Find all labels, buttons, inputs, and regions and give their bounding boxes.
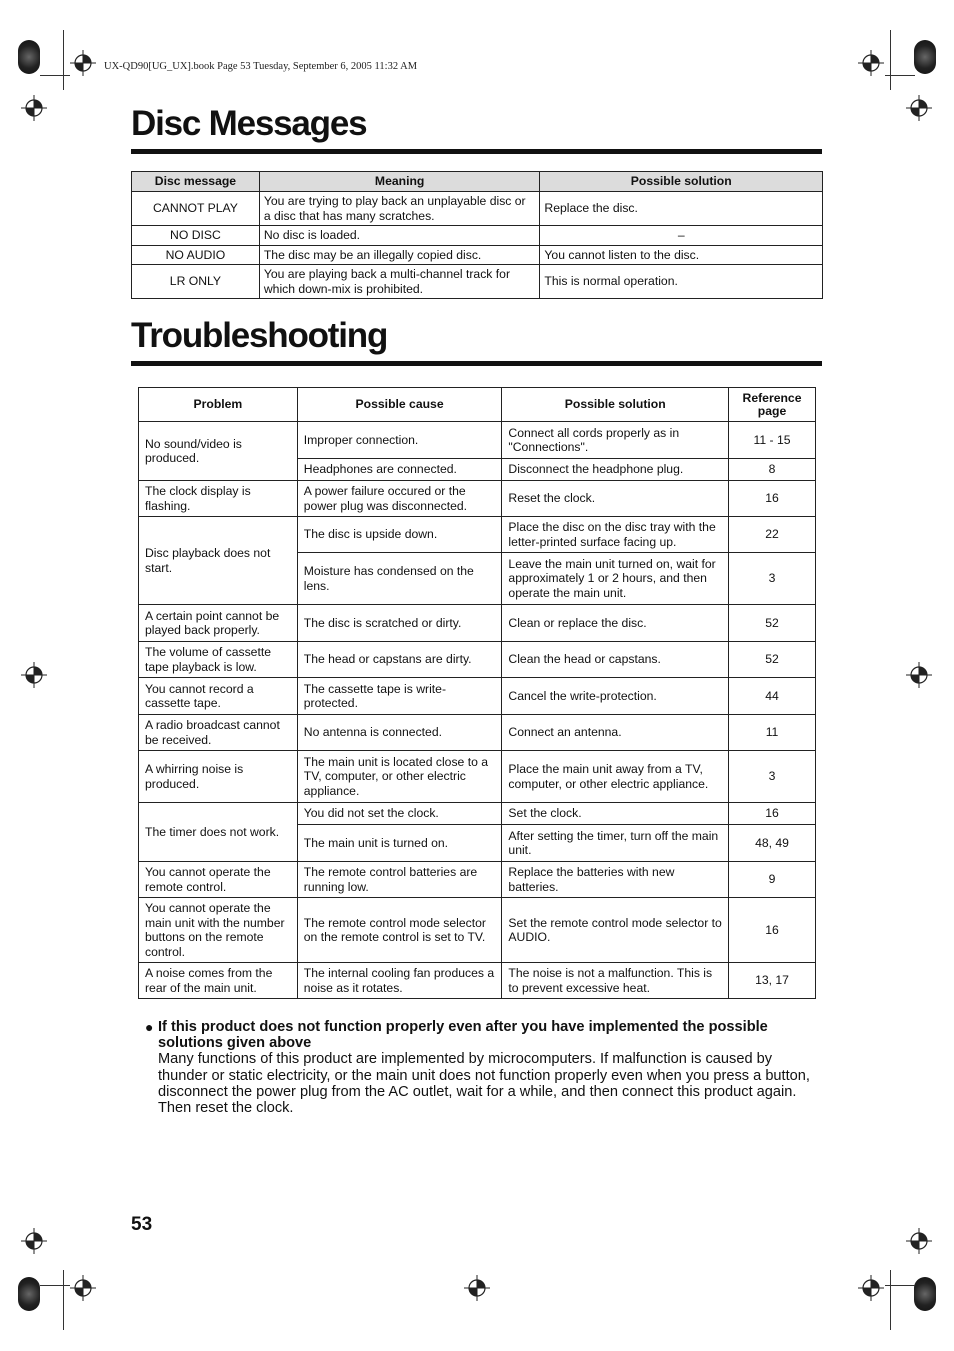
solution-cell: You cannot listen to the disc.: [540, 245, 823, 265]
registration-mark-icon: [70, 50, 96, 76]
table-row: [139, 963, 816, 999]
solution-cell: Replace the disc.: [540, 192, 823, 226]
solution-cell: Set the remote control mode selector to AUDIO.: [502, 898, 729, 963]
reference-page-cell: 52: [729, 605, 816, 642]
table-row: [139, 751, 816, 803]
solution-cell: Clean or replace the disc.: [502, 605, 729, 642]
problem-cell: You cannot operate the main unit with the number buttons on the remote control.: [139, 898, 298, 963]
reference-page-cell: 11 - 15: [729, 422, 816, 459]
note-heading: If this product does not function properly even after you have implemented the possible solutions given above: [158, 1019, 768, 1052]
table-row: [132, 192, 823, 226]
cause-cell: A power failure occured or the power plug was disconnected.: [297, 481, 502, 517]
disc-message-cell: LR ONLY: [132, 265, 260, 299]
problem-cell: A whirring noise is produced.: [139, 751, 298, 803]
solution-cell: Set the clock.: [502, 803, 729, 825]
column-header: Possible solution: [540, 172, 823, 192]
reference-page-cell: 9: [729, 862, 816, 898]
solution-cell: Leave the main unit turned on, wait for approximately 1 or 2 hours, and then operate the main unit.: [502, 553, 729, 605]
table-row: [139, 422, 816, 459]
registration-mark-icon: [906, 1228, 932, 1254]
problem-cell: The volume of cassette tape playback is low.: [139, 642, 298, 678]
problem-cell: Disc playback does not start.: [139, 517, 298, 605]
troubleshooting-title: Troubleshooting: [131, 316, 388, 355]
note-body: Many functions of this product are implemented by microcomputers. If malfunction is caused by thunder or static electricity, or the main unit does not function properly even when you press a button, disconnect the power plug from the AC outlet, wait for a while, and then connect this product again. Then reset the clock.: [158, 1051, 810, 1117]
registration-mark-icon: [858, 50, 884, 76]
reference-page-cell: 3: [729, 751, 816, 803]
problem-cell: You cannot operate the remote control.: [139, 862, 298, 898]
cause-cell: The disc is scratched or dirty.: [297, 605, 502, 642]
solution-cell: After setting the timer, turn off the main unit.: [502, 825, 729, 862]
table-row: [132, 265, 823, 299]
book-header: UX-QD90[UG_UX].book Page 53 Tuesday, September 6, 2005 11:32 AM: [104, 61, 418, 72]
registration-mark-icon: [464, 1275, 490, 1301]
cause-cell: The remote control mode selector on the remote control is set to TV.: [297, 898, 502, 963]
reference-page-cell: 44: [729, 678, 816, 715]
cause-cell: The internal cooling fan produces a noise as it rotates.: [297, 963, 502, 999]
column-header: Possible solution: [502, 388, 729, 422]
registration-mark-icon: [906, 662, 932, 688]
disc-message-cell: NO DISC: [132, 226, 260, 246]
reference-page-cell: 22: [729, 517, 816, 553]
cause-cell: The head or capstans are dirty.: [297, 642, 502, 678]
column-header: Possible cause: [297, 388, 502, 422]
problem-cell: The clock display is flashing.: [139, 481, 298, 517]
table-row: [139, 517, 816, 553]
meaning-cell: The disc may be an illegally copied disc.: [259, 245, 540, 265]
column-header: Disc message: [132, 172, 260, 192]
meaning-cell: You are trying to play back an unplayable disc or a disc that has many scratches.: [259, 192, 540, 226]
reference-page-cell: 16: [729, 481, 816, 517]
table-row: [139, 715, 816, 751]
title-rule: [131, 149, 822, 154]
table-header-row: [139, 388, 816, 422]
solution-cell: Replace the batteries with new batteries.: [502, 862, 729, 898]
color-disc-icon: [914, 1277, 936, 1311]
solution-cell: Connect an antenna.: [502, 715, 729, 751]
troubleshooting-table: [138, 387, 816, 999]
solution-cell: Clean the head or capstans.: [502, 642, 729, 678]
registration-mark-icon: [21, 662, 47, 688]
table-row: [139, 605, 816, 642]
cause-cell: The cassette tape is write-protected.: [297, 678, 502, 715]
problem-cell: You cannot record a cassette tape.: [139, 678, 298, 715]
table-row: [139, 803, 816, 825]
reference-page-cell: 48, 49: [729, 825, 816, 862]
color-disc-icon: [914, 40, 936, 74]
registration-mark-icon: [21, 1228, 47, 1254]
disc-message-cell: NO AUDIO: [132, 245, 260, 265]
registration-mark-icon: [906, 95, 932, 121]
reference-page-cell: 3: [729, 553, 816, 605]
cause-cell: The main unit is turned on.: [297, 825, 502, 862]
registration-mark-icon: [858, 1275, 884, 1301]
registration-mark-icon: [70, 1275, 96, 1301]
cause-cell: The disc is upside down.: [297, 517, 502, 553]
column-header: Problem: [139, 388, 298, 422]
cause-cell: You did not set the clock.: [297, 803, 502, 825]
problem-cell: A noise comes from the rear of the main unit.: [139, 963, 298, 999]
table-row: [139, 862, 816, 898]
solution-cell: Cancel the write-protection.: [502, 678, 729, 715]
solution-cell: Connect all cords properly as in "Connections".: [502, 422, 729, 459]
solution-cell: Place the disc on the disc tray with the letter-printed surface facing up.: [502, 517, 729, 553]
table-row: [139, 481, 816, 517]
cause-cell: The main unit is located close to a TV, computer, or other electric appliance.: [297, 751, 502, 803]
table-row: [139, 898, 816, 963]
meaning-cell: No disc is loaded.: [259, 226, 540, 246]
reference-page-cell: 52: [729, 642, 816, 678]
disc-message-cell: CANNOT PLAY: [132, 192, 260, 226]
problem-cell: No sound/video is produced.: [139, 422, 298, 481]
reference-page-cell: 11: [729, 715, 816, 751]
cause-cell: The remote control batteries are running low.: [297, 862, 502, 898]
cause-cell: Moisture has condensed on the lens.: [297, 553, 502, 605]
cause-cell: Headphones are connected.: [297, 459, 502, 481]
cause-cell: Improper connection.: [297, 422, 502, 459]
reference-page-cell: 16: [729, 803, 816, 825]
reference-page-cell: 16: [729, 898, 816, 963]
disc-messages-title: Disc Messages: [131, 104, 367, 143]
column-header: Meaning: [259, 172, 540, 192]
color-disc-icon: [18, 40, 40, 74]
troubleshooting-note: [145, 1019, 810, 1116]
problem-cell: The timer does not work.: [139, 803, 298, 862]
solution-cell: Reset the clock.: [502, 481, 729, 517]
disc-messages-table: [131, 171, 823, 299]
color-disc-icon: [18, 1277, 40, 1311]
solution-cell: –: [540, 226, 823, 246]
column-header: Reference page: [729, 388, 816, 422]
registration-mark-icon: [21, 95, 47, 121]
problem-cell: A certain point cannot be played back properly.: [139, 605, 298, 642]
page-number: 53: [131, 1214, 153, 1235]
solution-cell: This is normal operation.: [540, 265, 823, 299]
bullet-icon: ●: [145, 1019, 154, 1035]
solution-cell: The noise is not a malfunction. This is to prevent excessive heat.: [502, 963, 729, 999]
problem-cell: A radio broadcast cannot be received.: [139, 715, 298, 751]
table-row: [139, 678, 816, 715]
solution-cell: Place the main unit away from a TV, computer, or other electric appliance.: [502, 751, 729, 803]
table-row: [139, 642, 816, 678]
reference-page-cell: 13, 17: [729, 963, 816, 999]
cause-cell: No antenna is connected.: [297, 715, 502, 751]
table-row: [132, 245, 823, 265]
table-header-row: [132, 172, 823, 192]
reference-page-cell: 8: [729, 459, 816, 481]
meaning-cell: You are playing back a multi-channel track for which down-mix is prohibited.: [259, 265, 540, 299]
table-row: [132, 226, 823, 246]
solution-cell: Disconnect the headphone plug.: [502, 459, 729, 481]
title-rule: [131, 361, 822, 366]
